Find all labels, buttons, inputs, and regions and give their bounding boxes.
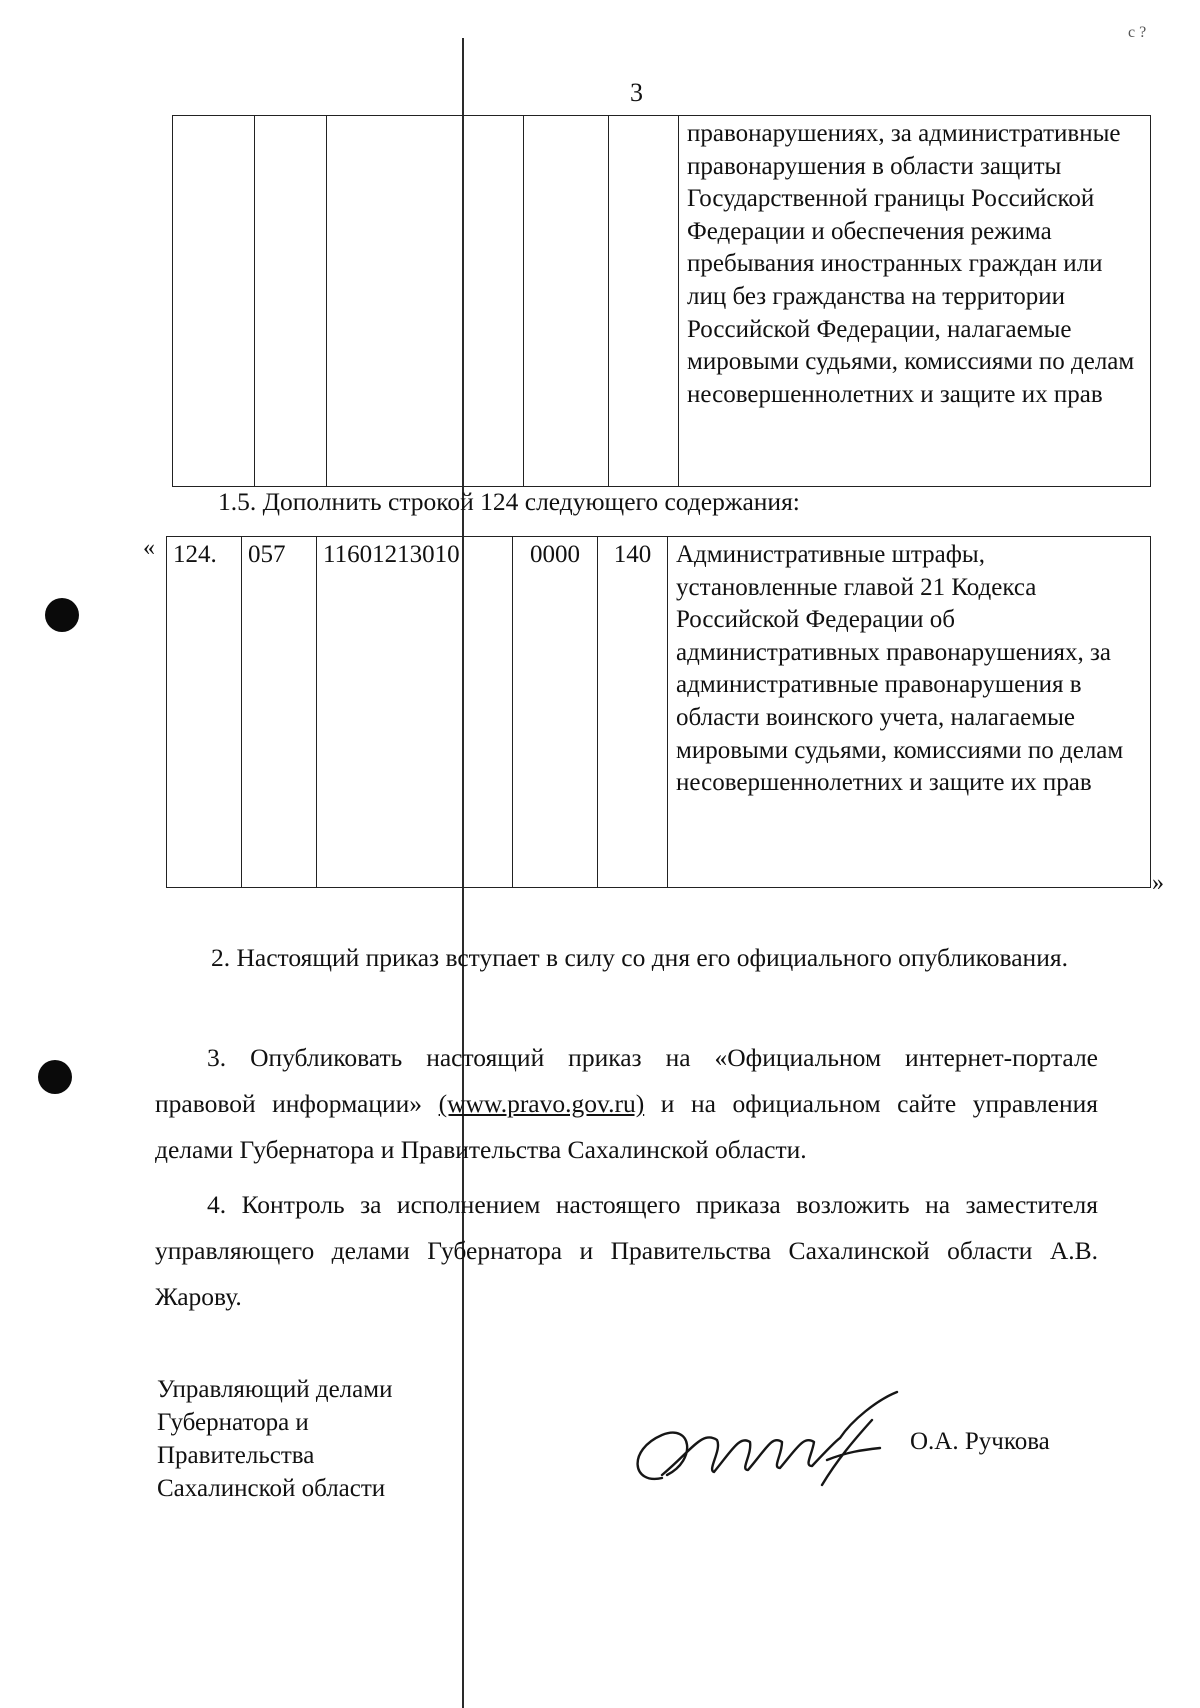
cell-description: Административные штрафы, установленные главой 21 Кодекса Российской Федерации об административных правонарушениях, за административные правонарушения в области воинского учета, налагаемые мировыми судьями, комиссиями по делам несовершеннолетних и защите их прав (668, 537, 1151, 888)
cell-empty (609, 116, 679, 487)
cell-empty (255, 116, 327, 487)
table-row (167, 537, 1151, 888)
position-line: Губернатора и (157, 1409, 309, 1436)
page-number: 3 (630, 78, 643, 107)
quote-open: « (143, 535, 155, 561)
handwritten-signature (622, 1390, 902, 1500)
corner-mark: с ? (1128, 24, 1147, 41)
paragraph-4: 4. Контроль за исполнением настоящего приказа возложить на заместителя управляющего делами Губернатора и Правительства Сахалинской области А.В. Жарову. (155, 1190, 1098, 1311)
pravo-link[interactable]: (www.pravo.gov.ru) (438, 1089, 645, 1118)
item-1-5: 1.5. Дополнить строкой 124 следующего содержания: (218, 487, 800, 516)
cell-row-number: 124. (167, 537, 242, 888)
table-continued (172, 115, 1151, 487)
table-new-row (166, 536, 1151, 888)
table-row (173, 116, 1151, 487)
paragraph-3 (155, 1035, 1098, 1173)
quote-close: » (1152, 870, 1164, 896)
cell-subcode: 0000 (513, 537, 598, 888)
punch-hole-top (45, 598, 79, 632)
cell-description: правонарушениях, за административные правонарушения в области защиты Государственной границы Российской Федерации и обеспечения режима пребывания иностранных граждан или лиц без гражданства на территории Российской Федерации, налагаемые мировыми судьями, комиссиями по делам несовершеннолетних и защите их прав (679, 116, 1151, 487)
position-line: Управляющий делами (157, 1376, 393, 1403)
paragraph-2: 2. Настоящий приказ вступает в силу со дня его официального опубликования. (211, 943, 1068, 972)
cell-admin-code: 057 (242, 537, 317, 888)
paragraph-3-text-a: 3. Опубликовать настоящий приказ на «Официальном интернет-портале правовой информации» (155, 1043, 1098, 1118)
paragraph-3-text-b: и на официальном сайте управления делами Губернатора и Правительства Сахалинской области. (155, 1089, 1099, 1164)
cell-empty (173, 116, 255, 487)
cell-group: 140 (598, 537, 668, 888)
cell-empty (524, 116, 609, 487)
position-line: Сахалинской области (157, 1475, 386, 1502)
cell-kbk: 11601213010 (317, 537, 513, 888)
cell-empty (327, 116, 524, 487)
signatory-position (157, 1373, 392, 1505)
position-line: Правительства (157, 1442, 315, 1469)
signatory-name: О.А. Ручкова (910, 1428, 1050, 1455)
punch-hole-bottom (38, 1060, 72, 1094)
